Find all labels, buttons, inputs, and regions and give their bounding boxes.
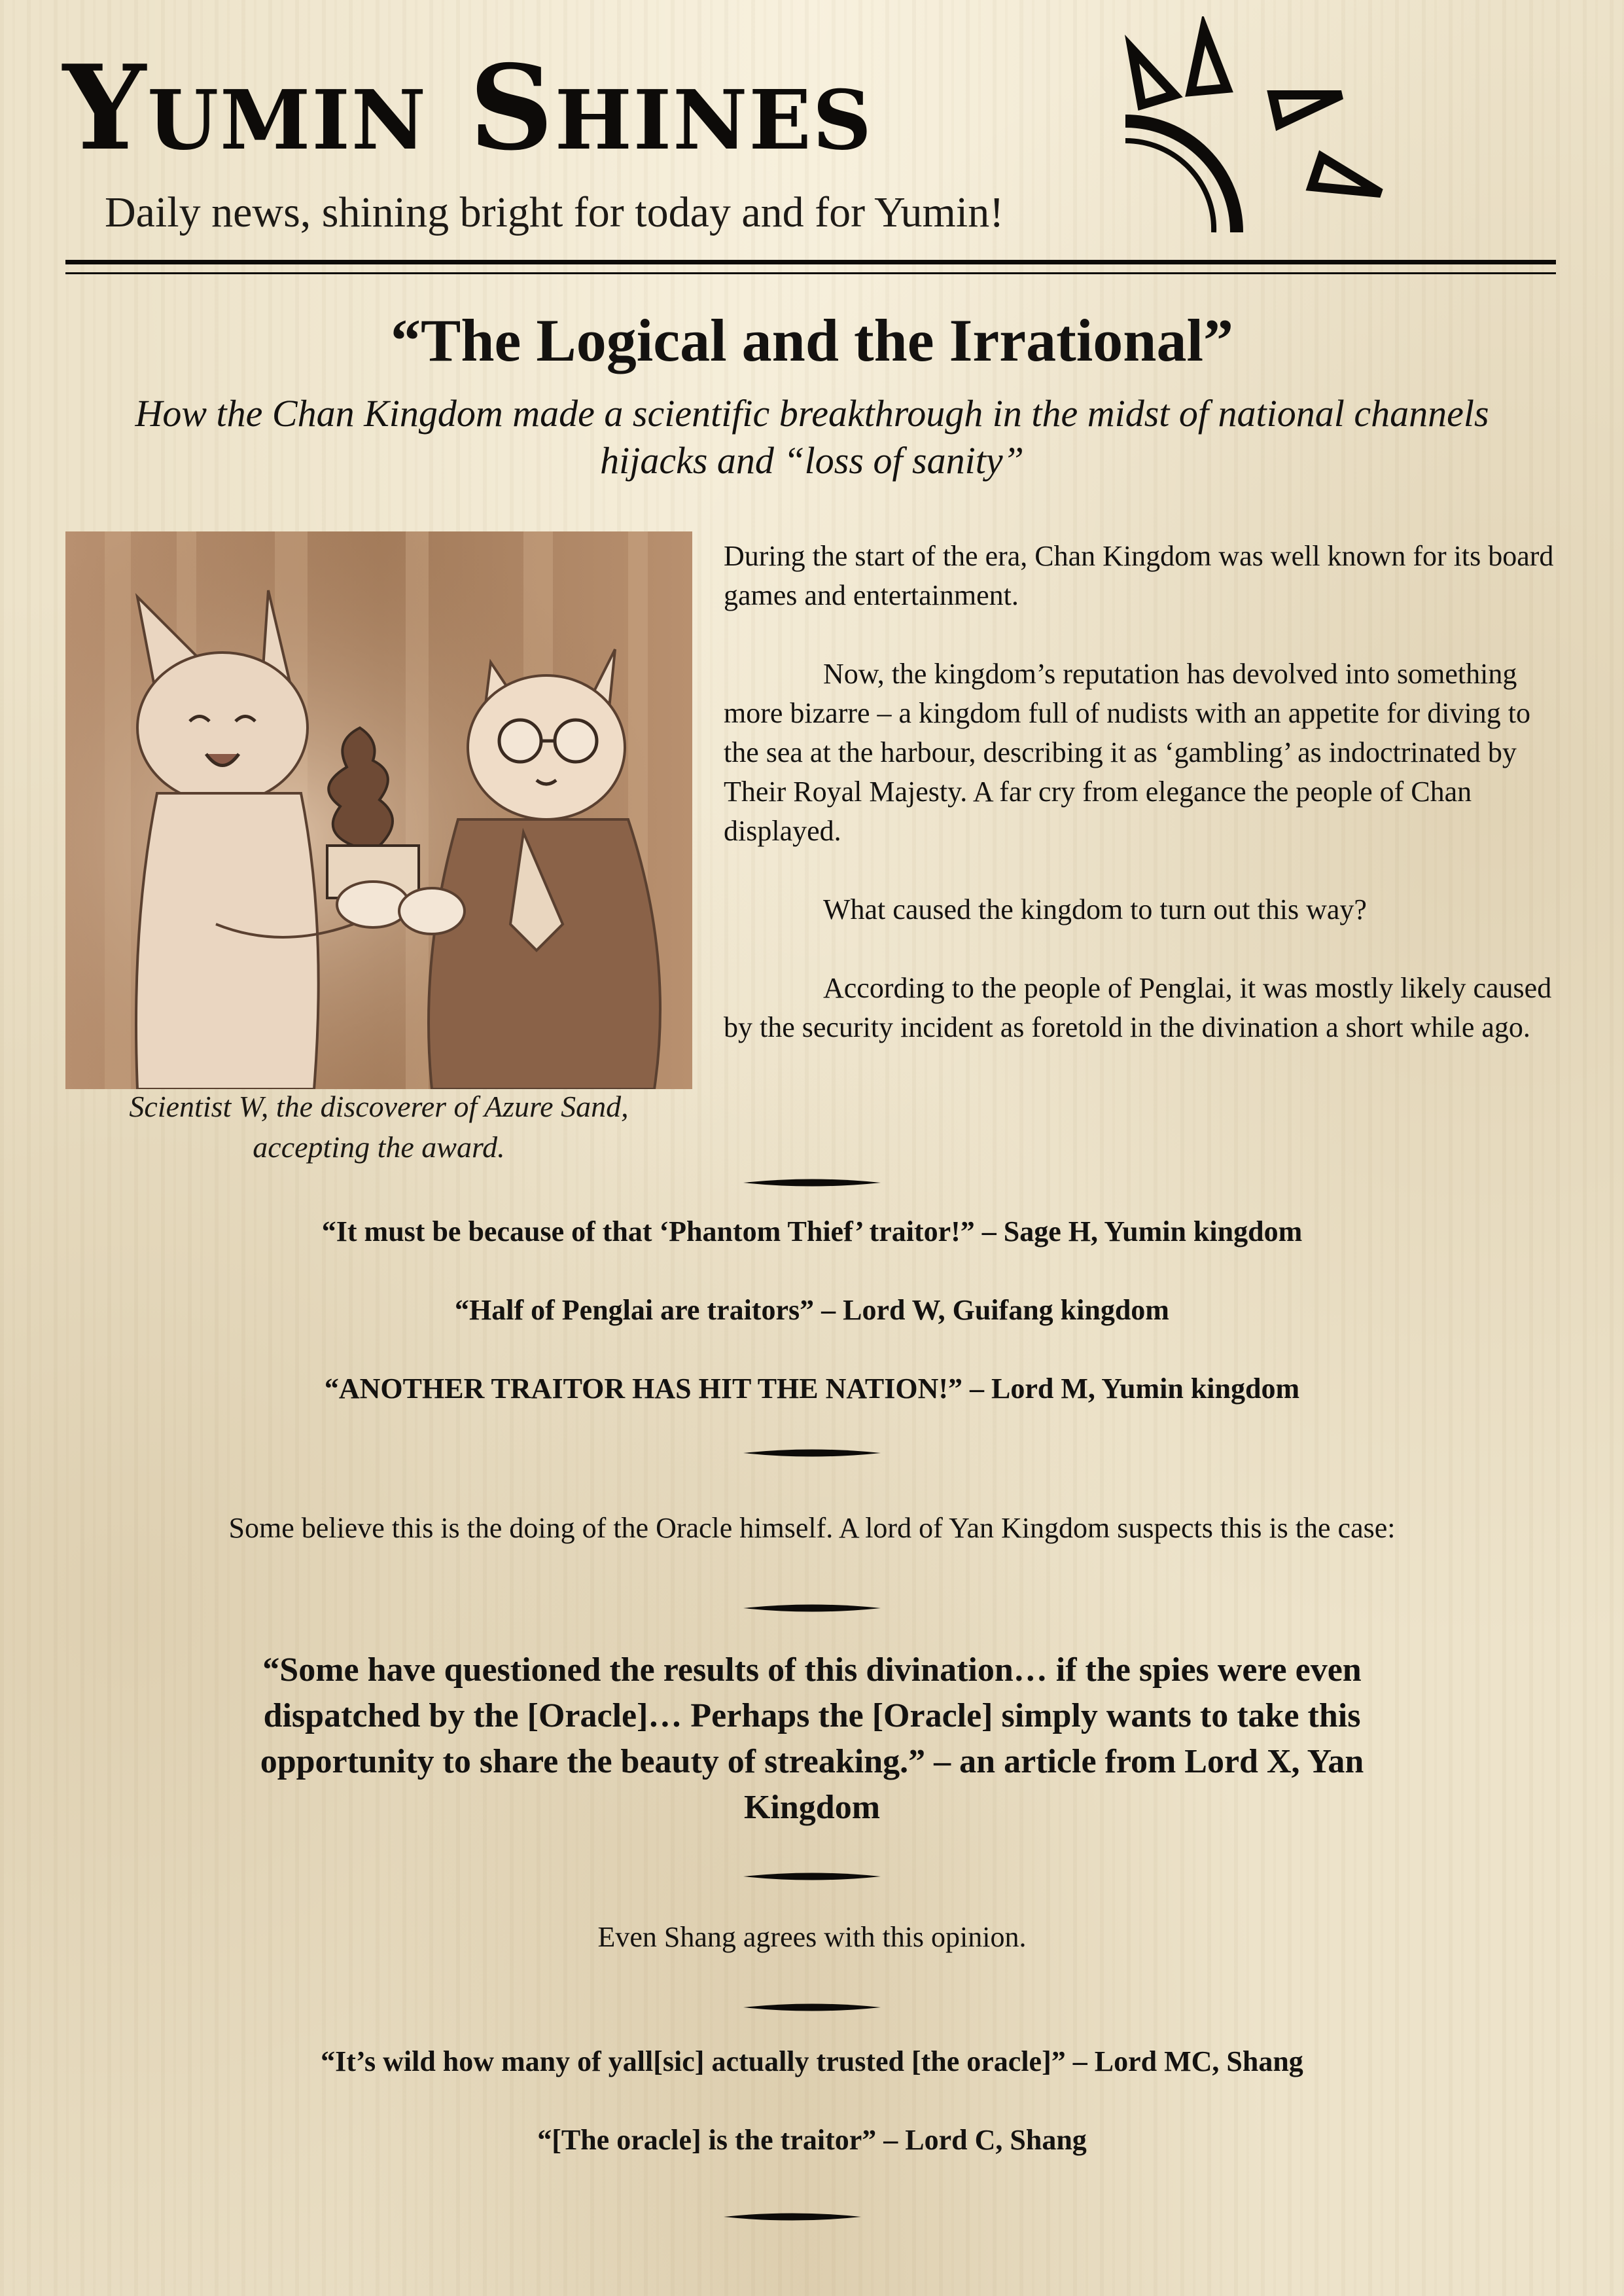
- pullquote-sage-h: “It must be because of that ‘Phantom Thief’ traitor!” – Sage H, Yumin kingdom: [321, 1215, 1303, 1247]
- article-body: [724, 537, 1562, 1086]
- pullquote-lord-m: “ANOTHER TRAITOR HAS HIT THE NATION!” – Lord M, Yumin kingdom: [324, 1372, 1300, 1405]
- ornament-divider-icon: [743, 1178, 881, 1187]
- article-subheadline: How the Chan Kingdom made a scientific breakthrough in the midst of national channels hijacks and “loss of sanity”: [135, 392, 1489, 482]
- sun-emblem-icon: [1112, 16, 1400, 265]
- article-illustration: [65, 531, 692, 1089]
- pullquote-lord-c: “[The oracle] is the traitor” – Lord C, Shang: [537, 2124, 1087, 2156]
- ornament-divider-icon: [743, 1872, 881, 1881]
- ornament-divider-icon: [743, 1604, 881, 1613]
- ornament-divider-icon: [743, 1448, 881, 1458]
- masthead-rule-thick: [65, 260, 1556, 264]
- ornament-divider-icon: [743, 2003, 881, 2012]
- image-caption-line2: accepting the award.: [253, 1130, 505, 1164]
- ornament-divider-icon: [724, 2212, 861, 2221]
- image-caption: [65, 1086, 692, 1172]
- article-headline: “The Logical and the Irrational”: [390, 307, 1234, 374]
- body-paragraph: According to the people of Penglai, it was mostly likely caused by the security incident as foretold in the divination a short while ago.: [724, 972, 1552, 1043]
- shang-intro-text: Even Shang agrees with this opinion.: [597, 1921, 1027, 1953]
- body-paragraph: What caused the kingdom to turn out this way?: [823, 893, 1367, 925]
- body-paragraph: Now, the kingdom’s reputation has devolved into something more bizarre – a kingdom full of nudists with an appetite for diving to the sea at the harbour, describing it as ‘gambling’ as indoctrinated by Their Royal Majesty. A far cry from elegance the people of Chan displayed.: [724, 658, 1530, 847]
- body-paragraph: During the start of the era, Chan Kingdom was well known for its board games and entertainment.: [724, 540, 1554, 611]
- pullquote-lord-x: “Some have questioned the results of this divination… if the spies were even dispatched by the [Oracle]… Perhaps the [Oracle] simply wants to take this opportunity to share the beauty of streaking.” – an article from Lord X, Yan Kingdom: [260, 1651, 1364, 1826]
- masthead-tagline: Daily news, shining bright for today and for Yumin!: [105, 188, 1004, 236]
- pullquote-lord-mc: “It’s wild how many of yall[sic] actually trusted [the oracle]” – Lord MC, Shang: [321, 2045, 1303, 2077]
- oracle-intro-text: Some believe this is the doing of the Oracle himself. A lord of Yan Kingdom suspects this is the case:: [228, 1512, 1396, 1544]
- masthead-title: Yumin Shines: [63, 39, 874, 176]
- pullquote-lord-w: “Half of Penglai are traitors” – Lord W, Guifang kingdom: [455, 1294, 1169, 1326]
- masthead-rule-thin: [65, 272, 1556, 274]
- image-caption-line1: Scientist W, the discoverer of Azure Sand,: [129, 1090, 629, 1123]
